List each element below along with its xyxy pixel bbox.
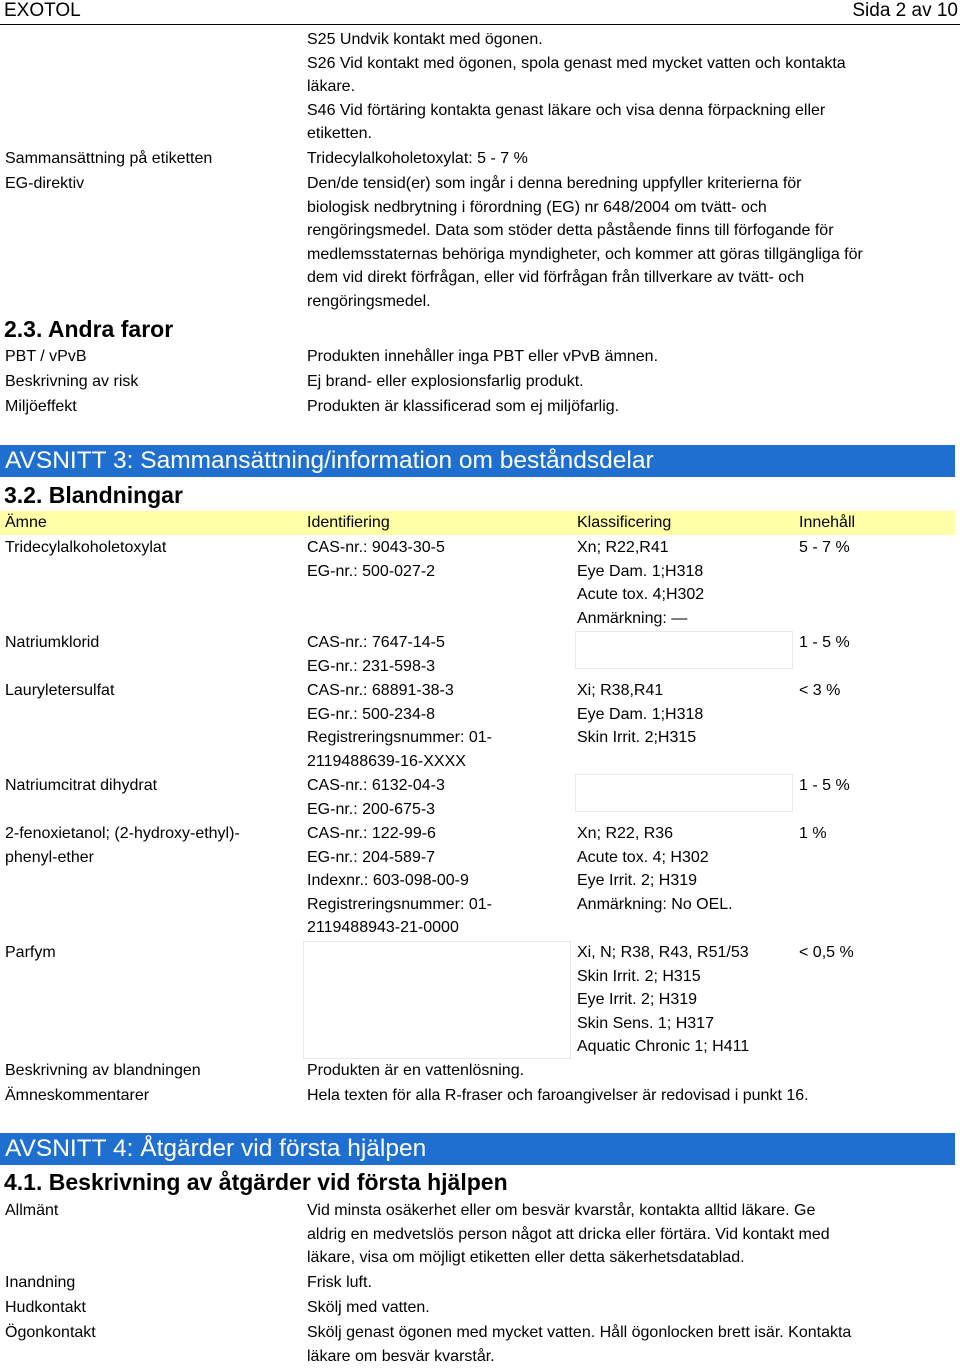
table-row: Tridecylalkoholetoxylat [5,539,167,556]
row-class: Xn; R22,R41 Eye Dam. 1;H318 Acute tox. 4;H302 Anmärkning: — [577,539,705,627]
inhalation-label: Inandning [5,1274,76,1291]
table-row: 2-fenoxietanol; (2-hydroxy-ethyl)- phenyl-ether [5,825,240,866]
section-3-band: AVSNITT 3: Sammansättning/information om beståndsdelar [0,445,955,477]
col-identification: Identifiering [307,514,390,531]
row-ident: CAS-nr.: 68891-38-3 EG-nr.: 500-234-8 Registreringsnummer: 01- 2119488639-16-XXXX [307,682,492,770]
section-2-3-title: 2.3. Andra faror [4,316,174,342]
row-ident: CAS-nr.: 9043-30-5 EG-nr.: 500-027-2 [307,539,445,580]
skin-label: Hudkontakt [5,1299,86,1316]
col-substance: Ämne [5,514,47,531]
row-class: Xi, N; R38, R43, R51/53 Skin Irrit. 2; H315 Eye Irrit. 2; H319 Skin Sens. 1; H317 Aquatic Chronic 1; H411 [577,944,750,1055]
page-header [0,0,960,25]
row-class: Xn; R22, R36 Acute tox. 4; H302 Eye Irrit. 2; H319 Anmärkning: No OEL. [577,825,733,913]
empty-cell [575,631,793,669]
row-content: < 3 % [799,682,841,699]
row-content: 1 % [799,825,827,842]
mixture-desc-value: Produkten är en vattenlösning. [307,1062,525,1079]
table-row: Natriumcitrat dihydrat [5,777,158,794]
col-classification: Klassificering [577,514,672,531]
table-row: Parfym [5,944,56,961]
company-name: EXOTOL [4,0,81,21]
inhalation-value: Frisk luft. [307,1274,372,1291]
s-phrases: S25 Undvik kontakt med ögonen. S26 Vid kontakt med ögonen, spola genast med mycket vatten och kontakta läkare. S46 Vid förtäring kontakta genast läkare och visa denna förpackning eller etiketten. [307,31,846,142]
label-composition-label: Sammansättning på etiketten [5,150,213,167]
col-content: Innehåll [799,514,856,531]
row-content: 5 - 7 % [799,539,850,556]
table-row: Lauryletersulfat [5,682,115,699]
row-ident: CAS-nr.: 7647-14-5 EG-nr.: 231-598-3 [307,634,445,675]
row-class: Xi; R38,R41 Eye Dam. 1;H318 Skin Irrit. 2;H315 [577,682,704,746]
env-label: Miljöeffekt [5,398,77,415]
mixture-desc-label: Beskrivning av blandningen [5,1062,201,1079]
eg-directive-label: EG-direktiv [5,175,85,192]
risk-value: Ej brand- eller explosionsfarlig produkt. [307,373,584,390]
general-label: Allmänt [5,1202,59,1219]
row-content: < 0,5 % [799,944,854,961]
row-ident: CAS-nr.: 122-99-6 EG-nr.: 204-589-7 Indexnr.: 603-098-00-9 Registreringsnummer: 01- 2119488943-21-0000 [307,825,492,936]
eg-directive-text: Den/de tensid(er) som ingår i denna beredning uppfyller kriterierna för biologisk nedbrytning i förordning (EG) nr 648/2004 om tvätt- och rengöringsmedel. Data som stöder detta påstående finns till förfogande för medlemsstaternas behöriga myndigheter, och kommer att göras tillgängliga för dem vid direkt förfrågan, eller vid förfrågan från tillverkare av tvätt- och rengöringsmedel. [307,175,863,310]
row-content: 1 - 5 % [799,634,850,651]
page-number: Sida 2 av 10 [852,0,958,21]
row-ident: CAS-nr.: 6132-04-3 EG-nr.: 200-675-3 [307,777,445,818]
substance-comments-label: Ämneskommentarer [5,1087,150,1104]
risk-label: Beskrivning av risk [5,373,139,390]
general-text: Vid minsta osäkerhet eller om besvär kvarstår, kontakta alltid läkare. Ge aldrig en medvetslös person något att dricka eller förtära. Vid kontakt med läkare, visa om möjligt etiketten eller detta säkerhetsdatablad. [307,1202,830,1266]
eye-label: Ögonkontakt [5,1324,96,1341]
pbt-label: PBT / vPvB [5,348,87,365]
env-value: Produkten är klassificerad som ej miljöfarlig. [307,398,620,415]
section-3-2-title: 3.2. Blandningar [4,482,183,508]
empty-cell [575,774,793,812]
table-header [0,511,955,535]
section-4-1-title: 4.1. Beskrivning av åtgärder vid första hjälpen [4,1169,508,1195]
row-content: 1 - 5 % [799,777,850,794]
pbt-value: Produkten innehåller inga PBT eller vPvB ämnen. [307,348,659,365]
skin-value: Skölj med vatten. [307,1299,430,1316]
substance-comments-value: Hela texten för alla R-fraser och faroangivelser är redovisad i punkt 16. [307,1087,809,1104]
label-composition-value: Tridecylalkoholetoxylat: 5 - 7 % [307,150,528,167]
eye-text: Skölj genast ögonen med mycket vatten. Håll ögonlocken brett isär. Kontakta läkare om besvär kvarstår. [307,1324,852,1365]
section-4-band: AVSNITT 4: Åtgärder vid första hjälpen [0,1133,955,1165]
empty-cell [303,941,571,1059]
table-row: Natriumklorid [5,634,100,651]
